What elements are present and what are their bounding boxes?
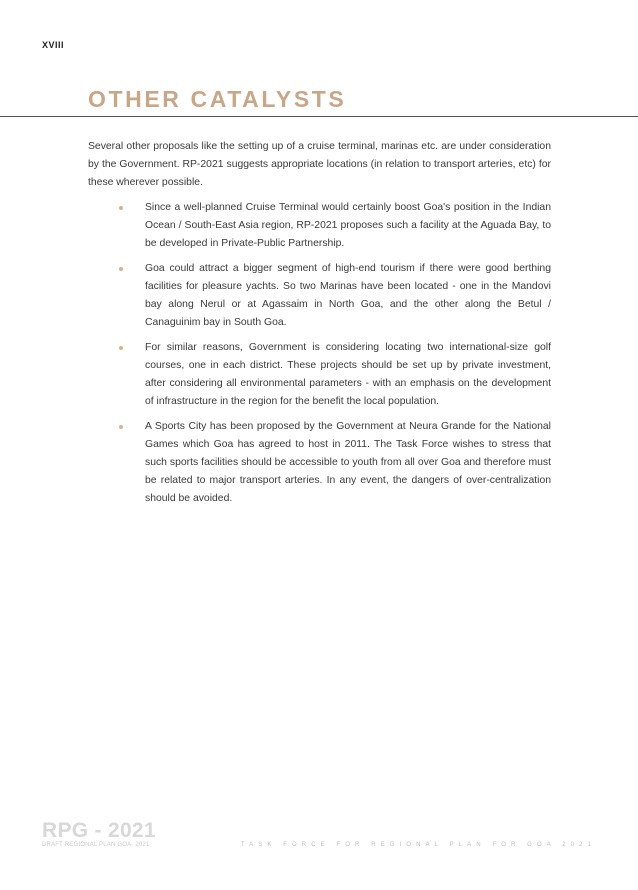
list-item-text: A Sports City has been proposed by the Government at Neura Grande for the National Games which Goa has agreed to host in 2011. The Task Force wishes to stress that such sports facilities should be accessible to youth from all over Goa and therefore must be related to major transport arteries. In any event, the dangers of over-centralization should be avoided.: [145, 421, 551, 504]
section-title: OTHER CATALYSTS: [88, 86, 347, 112]
bullet-list: [88, 199, 551, 508]
footer-running-title: TASK FORCE FOR REGIONAL PLAN FOR GOA 2021: [240, 842, 596, 848]
title-divider: [0, 116, 638, 117]
body-content: [88, 138, 551, 515]
footer-logo-subtitle: DRAFT REGIONAL PLAN GOA- 2021: [42, 842, 150, 848]
list-item-text: Since a well-planned Cruise Terminal would certainly boost Goa's position in the Indian Ocean / South-East Asia region, RP-2021 proposes such a facility at the Aguada Bay, to be developed in Private-Public Partnership.: [145, 202, 551, 249]
bullet-icon: [119, 425, 123, 429]
footer-logo: [42, 820, 156, 848]
list-item: [145, 418, 551, 508]
bullet-icon: [119, 267, 123, 271]
page-number: XVIII: [42, 40, 65, 50]
list-item: [145, 339, 551, 411]
list-item-text: For similar reasons, Government is considering locating two international-size golf courses, one in each district. These projects should be set up by private investment, after considering all environmental parameters - with an emphasis on the development of infrastructure in the region for the benefit the local population.: [145, 342, 551, 407]
intro-paragraph: Several other proposals like the setting up of a cruise terminal, marinas etc. are under consideration by the Government. RP-2021 suggests appropriate locations (in relation to transport arteries, etc) for these wherever possible.: [88, 141, 551, 188]
list-item-text: Goa could attract a bigger segment of high-end tourism if there were good berthing facilities for pleasure yachts. So two Marinas have been located - one in the Mandovi bay along Nerul or at Agassaim in North Goa, and the other along the Betul / Canaguinim bay in South Goa.: [145, 263, 551, 328]
list-item: [145, 260, 551, 332]
bullet-icon: [119, 206, 123, 210]
list-item: [145, 199, 551, 253]
footer-logo-title: RPG - 2021: [42, 819, 156, 842]
bullet-icon: [119, 346, 123, 350]
